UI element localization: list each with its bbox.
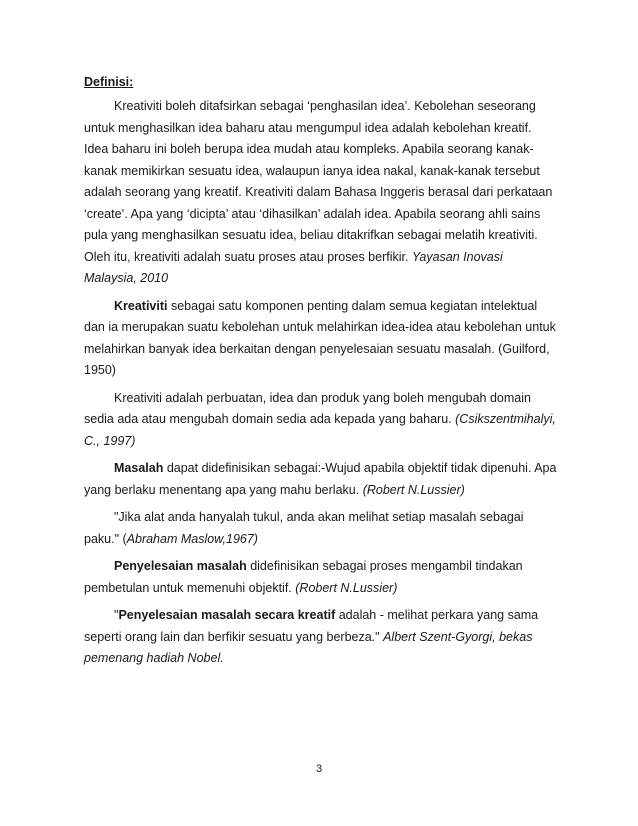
paragraph-text: Kreativiti adalah perbuatan, idea dan produk yang boleh mengubah domain sedia ada atau mengubah domain sedia ada kepada yang baharu. (84, 390, 531, 426)
citation: (Csikszentmihalyi, C., 1997) (84, 412, 556, 448)
citation: Yayasan Inovasi Malaysia, 2010 (84, 249, 503, 285)
paragraph-penyelesaian-masalah (84, 556, 558, 599)
paragraph-text: dapat didefinisikan sebagai:-Wujud apabila objektif tidak dipenuhi. Apa yang berlaku menentang apa yang mahu berlaku. (84, 461, 557, 497)
page-number: 3 (315, 763, 323, 775)
opening-quote: " (114, 608, 119, 622)
section-heading: Definisi: (84, 75, 134, 89)
citation: (Robert N.Lussier) (295, 580, 398, 595)
paragraph-text: didefinisikan sebagai proses mengambil tindakan pembetulan untuk memenuhi objektif. (84, 559, 523, 595)
paragraph-text: sebagai satu komponen penting dalam semua kegiatan intelektual dan ia merupakan suatu kebolehan untuk melahirkan idea-idea atau kebolehan untuk melahirkan banyak idea berkaitan dengan penyelesaian sesuatu masalah. (Guilford, 1950) (84, 298, 556, 377)
paragraph-text: adalah - melihat perkara yang sama seperti orang lain dan berfikir sesuatu yang berbeza." (84, 608, 539, 644)
paragraph-kreatif-quote (84, 605, 558, 670)
bold-term: Penyelesaian masalah secara kreatif (118, 608, 336, 622)
paragraph-kreativiti-definition (84, 96, 558, 290)
bold-term: Kreativiti (114, 298, 168, 313)
paragraph-masalah (84, 458, 558, 501)
bold-term: Masalah (114, 461, 164, 475)
bold-term: Penyelesaian masalah (114, 559, 247, 573)
document-body (84, 74, 558, 676)
paragraph-text: "Jika alat anda hanyalah tukul, anda akan melihat setiap masalah sebagai paku." ( (84, 510, 524, 546)
paragraph-kreativiti-csikszentmihalyi (84, 388, 558, 453)
paragraph-maslow-quote (84, 507, 558, 550)
citation: Albert Szent-Gyorgi, bekas pemenang hadiah Nobel. (84, 629, 533, 665)
paragraph-kreativiti-guilford (84, 296, 558, 382)
citation: (Robert N.Lussier) (362, 482, 465, 497)
citation: Abraham Maslow,1967) (126, 531, 258, 546)
paragraph-text: Kreativiti boleh ditafsirkan sebagai ‘penghasilan idea’. Kebolehan seseorang untuk menghasilkan idea baharu atau mengumpul idea adalah kebolehan kreatif. Idea baharu ini boleh berupa idea mudah atau kompleks. Apabila seorang kanak-kanak memikirkan sesuatu idea, walaupun ianya idea nakal, kanak-kanak tersebut adalah seorang yang kreatif. Kreativiti dalam Bahasa Inggeris berasal dari perkataan ‘create’. Apa yang ‘dicipta’ atau ‘dihasilkan’ adalah idea. Apabila seorang ahli sains pula yang menghasilkan sesuatu idea, beliau ditakrifkan sebagai melatih kreativiti. Oleh itu, kreativiti adalah suatu proses atau proses berfikir. (84, 99, 553, 264)
